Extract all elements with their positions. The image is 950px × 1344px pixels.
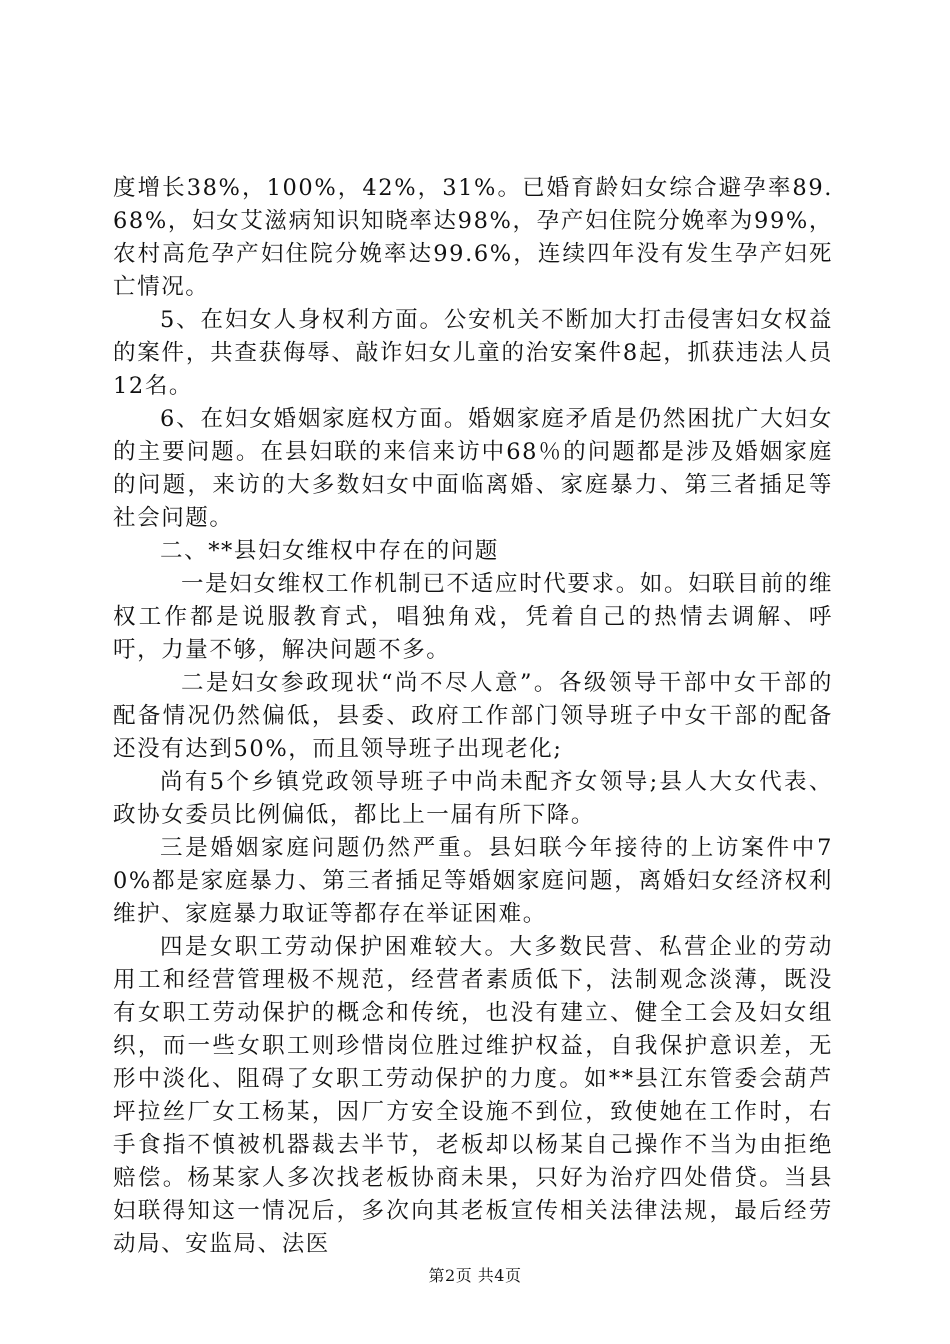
- paragraph-2: 5、在妇女人身权利方面。公安机关不断加大打击侵害妇女权益的案件，共查获侮辱、敲诈妇女儿童的治安案件8起，抓获违法人员12名。: [113, 307, 833, 399]
- paragraph-1: 度增长38%，100%，42%，31%。已婚育龄妇女综合避孕率89.68%，妇女艾滋病知识知晓率达98%，孕产妇住院分娩率为99%，农村高危孕产妇住院分娩率达99.6%，连续四年没有发生孕产妇死亡情况。: [113, 175, 833, 300]
- paragraph-8: 三是婚姻家庭问题仍然严重。县妇联今年接待的上访案件中70%都是家庭暴力、第三者插足等婚姻家庭问题，离婚妇女经济权利维护、家庭暴力取证等都存在举证困难。: [113, 835, 833, 927]
- paragraph-5: 一是妇女维权工作机制已不适应时代要求。如。妇联目前的维权工作都是说服教育式，唱独角戏，凭着自己的热情去调解、呼吁，力量不够，解决问题不多。: [113, 571, 833, 663]
- paragraph-7: 尚有5个乡镇党政领导班子中尚未配齐女领导;县人大女代表、政协女委员比例偏低，都比上一届有所下降。: [113, 769, 833, 828]
- paragraph-6: 二是妇女参政现状“尚不尽人意”。各级领导干部中女干部的配备情况仍然偏低，县委、政府工作部门领导班子中女干部的配备还没有达到50%，而且领导班子出现老化;: [113, 670, 833, 762]
- page-number-footer: 第2页 共4页: [428, 1266, 522, 1285]
- paragraph-3: 6、在妇女婚姻家庭权方面。婚姻家庭矛盾是仍然困扰广大妇女的主要问题。在县妇联的来信来访中68％的问题都是涉及婚姻家庭的问题，来访的大多数妇女中面临离婚、家庭暴力、第三者插足等社会问题。: [113, 406, 833, 531]
- section-heading: 二、**县妇女维权中存在的问题: [160, 538, 500, 564]
- document-body: [113, 172, 833, 1261]
- paragraph-9: 四是女职工劳动保护困难较大。大多数民营、私营企业的劳动用工和经营管理极不规范，经营者素质低下，法制观念淡薄，既没有女职工劳动保护的概念和传统，也没有建立、健全工会及妇女组织，而一些女职工则珍惜岗位胜过维护权益，自我保护意识差，无形中淡化、阻碍了女职工劳动保护的力度。如**县江东管委会葫芦坪拉丝厂女工杨某，因厂方安全设施不到位，致使她在工作时，右手食指不慎被机器裁去半节，老板却以杨某自己操作不当为由拒绝赔偿。杨某家人多次找老板协商未果，只好为治疗四处借贷。当县妇联得知这一情况后，多次向其老板宣传相关法律法规，最后经劳动局、安监局、法医: [113, 934, 833, 1257]
